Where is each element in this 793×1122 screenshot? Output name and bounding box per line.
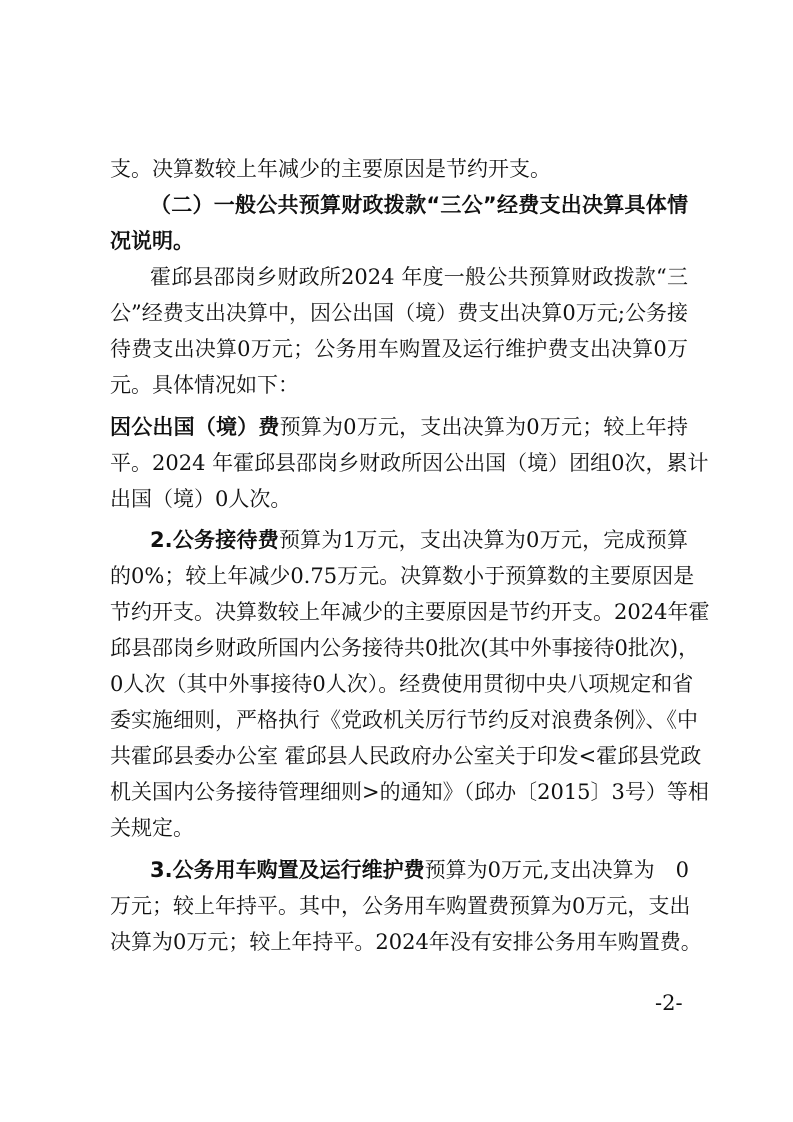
- paragraph-line: 支。决算数较上年减少的主要原因是节约开支。: [110, 157, 551, 181]
- paragraph-line: 的0%；较上年减少0.75万元。决算数小于预算数的主要原因是: [110, 564, 695, 588]
- paragraph-line: 委实施细则，严格执行《党政机关厉行节约反对浪费条例》、《中: [110, 708, 698, 732]
- section-heading-continued: 况说明。: [110, 229, 194, 253]
- section-heading: （二）一般公共预算财政拨款“三公”经费支出决算具体情: [150, 193, 688, 217]
- page-number: -2-: [655, 991, 683, 1015]
- paragraph-line: 机关国内公务接待管理细则>的通知》（邱办〔2015〕3号）等相: [110, 780, 709, 804]
- paragraph-line: 万元；较上年持平。其中，公务用车购置费预算为0万元，支出: [110, 894, 691, 918]
- paragraph-line: 邱县邵岗乡财政所国内公务接待共0批次(其中外事接待0批次)，: [110, 636, 700, 660]
- paragraph-line: 元。具体情况如下：: [110, 373, 299, 397]
- item-2-line: [150, 525, 688, 555]
- paragraph-line: 节约开支。决算数较上年减少的主要原因是节约开支。2024年霍: [110, 600, 710, 624]
- paragraph-line: 待费支出决算0万元；公务用车购置及运行维护费支出决算0万: [110, 337, 688, 361]
- paragraph-line: 平。2024 年霍邱县邵岗乡财政所因公出国（境）团组0次，累计: [110, 451, 709, 475]
- paragraph-line: 决算为0万元；较上年持平。2024年没有安排公务用车购置费。: [110, 930, 702, 954]
- item-1-text: 预算为0万元，支出决算为0万元；较上年持: [279, 415, 688, 439]
- item-3-heading: 3.公务用车购置及运行维护费: [150, 858, 425, 882]
- paragraph-line: 关规定。: [110, 816, 194, 840]
- paragraph-line: 出国（境）0人次。: [110, 487, 292, 511]
- item-1-line: [110, 412, 688, 442]
- item-2-heading: 2.公务接待费: [150, 528, 279, 552]
- item-1-heading: 因公出国（境）费: [110, 415, 280, 439]
- item-3-line: [150, 855, 688, 885]
- item-3-text: 预算为0万元,支出决算为 0: [424, 858, 689, 882]
- paragraph-line: 公”经费支出决算中，因公出国（境）费支出决算0万元;公务接: [110, 301, 688, 325]
- paragraph-line: 霍邱县邵岗乡财政所2024 年度一般公共预算财政拨款“三: [150, 265, 688, 289]
- paragraph-line: 0人次（其中外事接待0人次）。经费使用贯彻中央八项规定和省: [110, 672, 694, 696]
- item-2-text: 预算为1万元，支出决算为0万元，完成预算: [278, 528, 688, 552]
- paragraph-line: 共霍邱县委办公室 霍邱县人民政府办公室关于印发<霍邱县党政: [110, 744, 702, 768]
